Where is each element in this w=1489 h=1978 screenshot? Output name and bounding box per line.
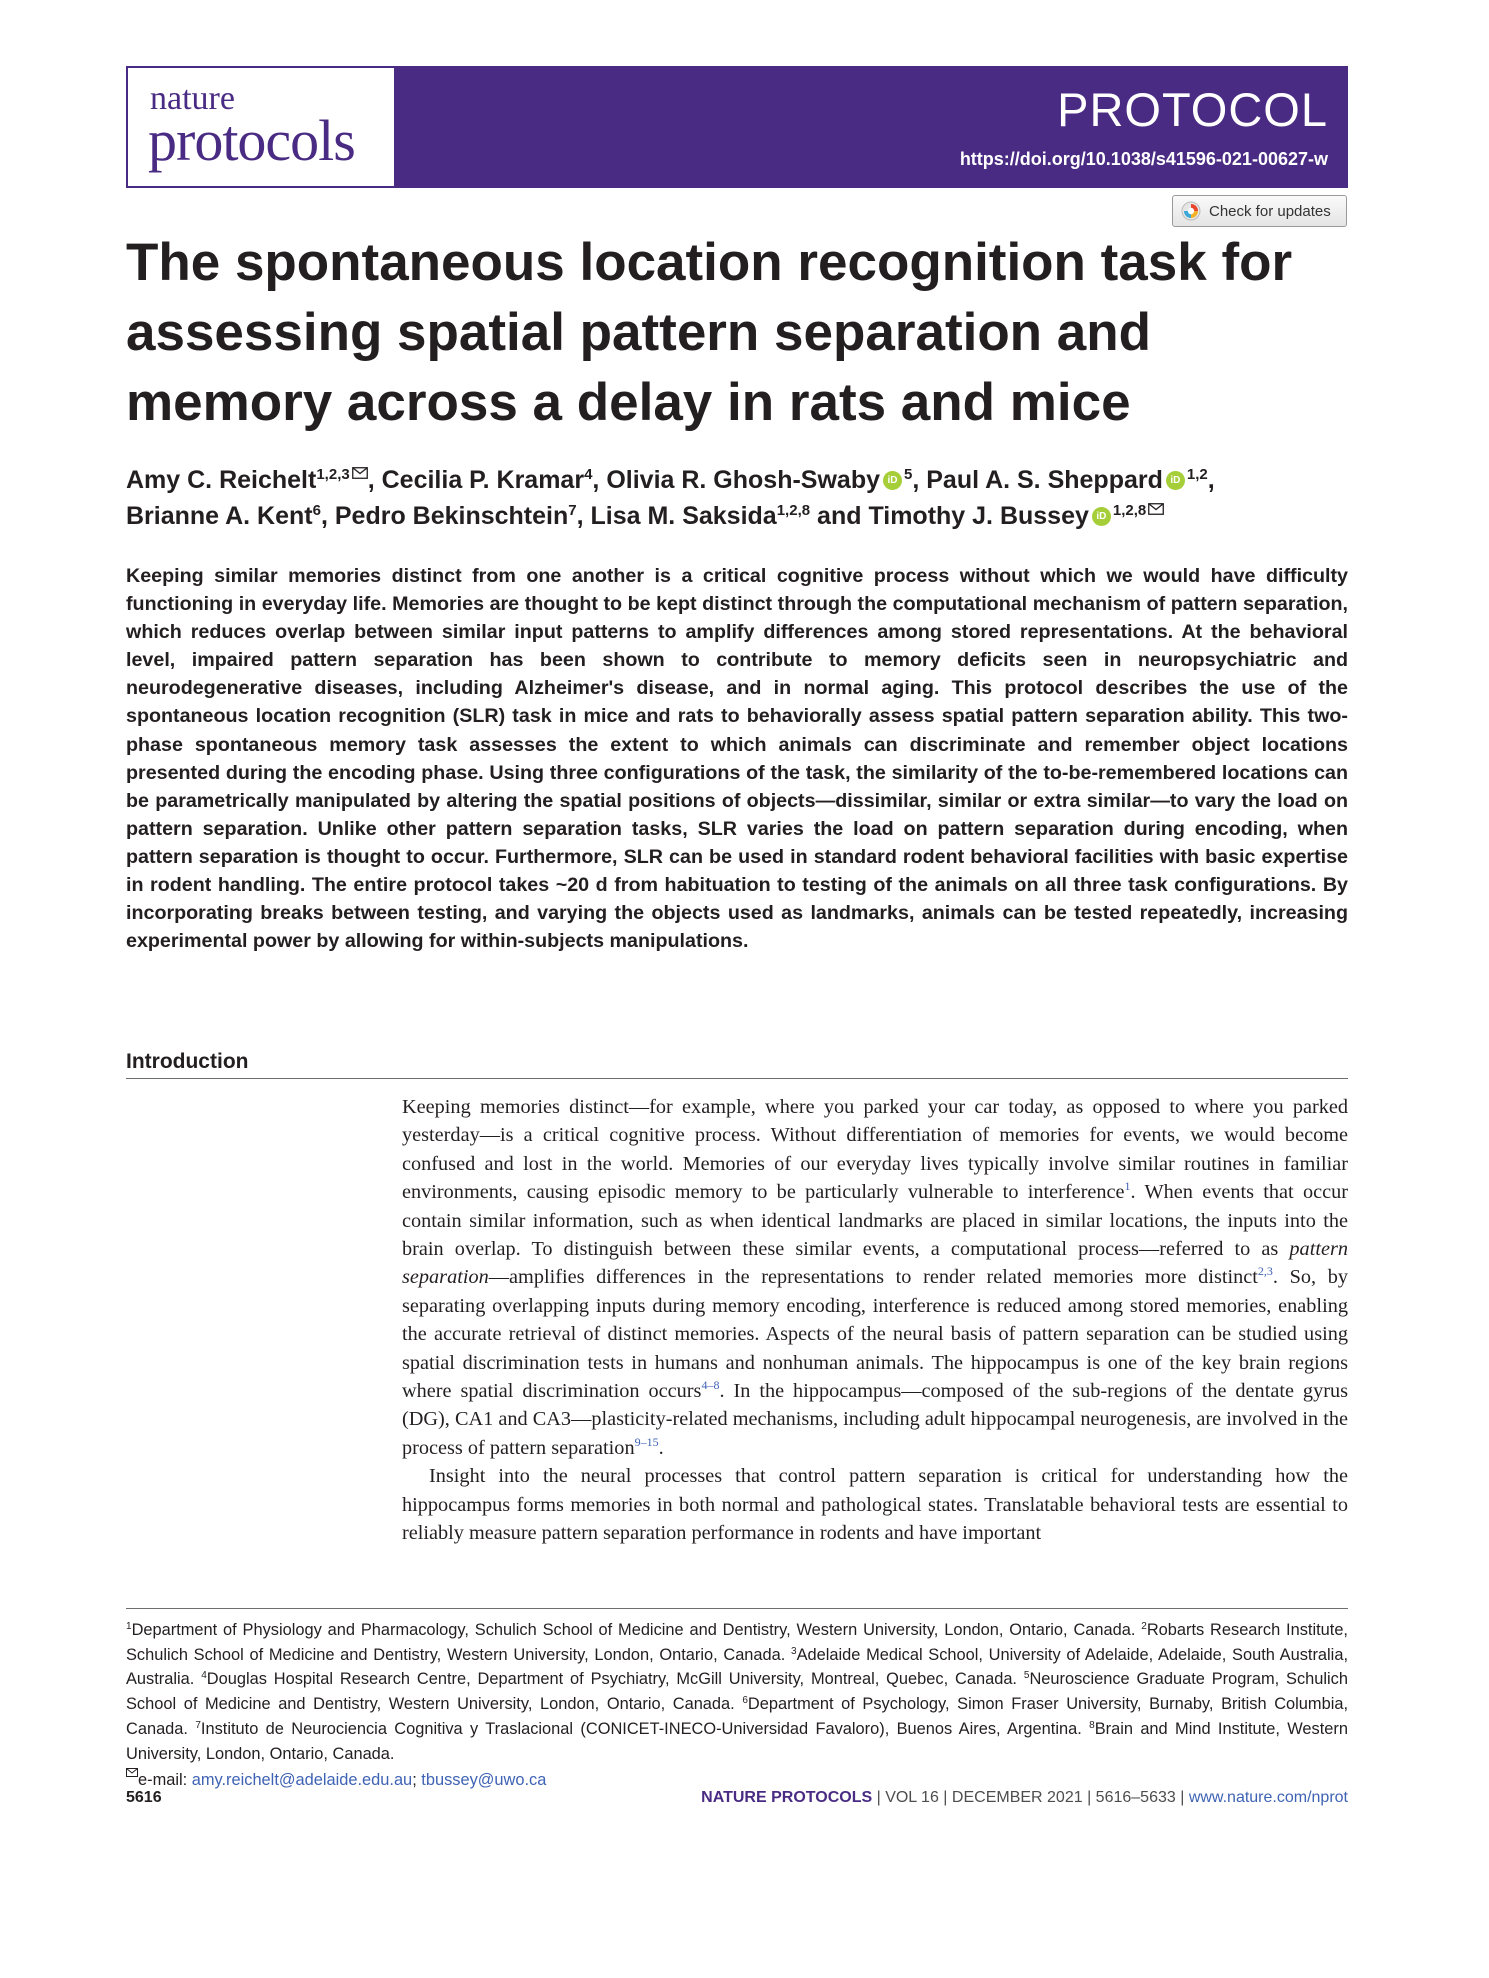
footer-divider: | [1082,1789,1096,1806]
affiliation-text: Department of Physiology and Pharmacology, Schulich School of Medicine and Dentistry, Western University, London, Ontario, Canada. [131,1621,1142,1639]
journal-logo[interactable] [128,68,396,186]
footer-divider: | [938,1789,952,1806]
intro-text: . When events that occur contain similar information, such as when identical landmarks are placed in similar locations, the inputs into the brain overlap. To distinguish between these similar events, a computational process—referred to as [402,1181,1348,1261]
abstract: Keeping similar memories distinct from one another is a critical cognitive process without which we would have difficulty functioning in everyday life. Memories are thought to be kept distinct through the computational mechanism of pattern separation, which reduces overlap between similar input patterns to amplify differences among stored representations. At the behavioral level, impaired pattern separation has been shown to contribute to memory deficits seen in neuropsychiatric and neurodegenerative diseases, including Alzheimer's disease, and in normal aging. This protocol describes the use of the spontaneous location recognition (SLR) task in mice and rats to behaviorally assess spatial pattern separation ability. This two-phase spontaneous memory task assesses the extent to which animals can discriminate and remember object locations presented during the encoding phase. Using three configurations of the task, the similarity of the to-be-remembered locations can be parametrically manipulated by altering the spatial positions of objects—dissimilar, similar or extra similar—to vary the load on pattern separation. Unlike other pattern separation tasks, SLR varies the load on pattern separation during encoding, when pattern separation is thought to occur. Furthermore, SLR can be used in standard rodent behavioral facilities with basic expertise in rodent handling. The entire protocol takes ~20 d from habituation to testing of the animals on all three task configurations. By incorporating breaks between testing, and varying the objects used as landmarks, animals can be tested repeatedly, increasing experimental power by allowing for within-subjects manipulations. [126,565,1348,953]
footer-citation [701,1789,1348,1807]
orcid-icon[interactable] [1092,507,1111,526]
footer-journal-url[interactable]: www.nature.com/nprot [1188,1789,1348,1806]
affiliation-text: Robarts Research Institute, Schulich School of Medicine and Dentistry, Western University, London, Ontario, Canada. [126,1621,1348,1664]
affiliation-number: 5 [1023,1670,1030,1682]
envelope-icon [126,1768,138,1777]
email-link-bussey[interactable]: tbussey@uwo.ca [421,1771,547,1789]
intro-text: . In the hippocampus—composed of the sub-regions of the dentate gyrus (DG), CA1 and CA3—plasticity-related mechanisms, including adult hippocampal neurogenesis, are involved in the process of pattern separation [402,1380,1348,1459]
article-type-label: PROTOCOL [1057,83,1328,136]
page-number: 5616 [126,1789,162,1806]
envelope-icon[interactable] [1148,503,1164,515]
author-separator: , [1207,466,1215,494]
footer-journal: NATURE PROTOCOLS [701,1789,873,1806]
affiliation-text: Adelaide Medical School, University of Adelaide, Adelaide, South Australia, Australia. [126,1645,1348,1689]
author-affiliation-numbers: 5 [904,466,913,483]
footnote-divider [126,1608,1348,1609]
author-separator: , [912,466,927,494]
author-separator: , [576,502,591,530]
email-separator: ; [412,1771,422,1789]
correspondence-email [126,1768,546,1792]
section-divider [126,1078,1348,1079]
author-separator: , [320,502,335,530]
check-for-updates-label: Check for updates [1209,202,1331,220]
doi-link[interactable]: https://doi.org/10.1038/s41596-021-00627-w [959,149,1328,169]
affiliation-number: 2 [1141,1621,1147,1632]
author-affiliation-numbers: 1,2,8 [1112,502,1147,519]
author-affiliation-numbers: 1,2,3 [316,466,350,483]
check-for-updates-button[interactable] [1172,195,1347,227]
logo-nature-text: nature [150,80,235,117]
article-title: The spontaneous location recognition task for assessing spatial pattern separation and memory across a delay in rats and mice [126,233,1293,432]
author-separator: , [367,466,382,494]
author-name[interactable]: Paul A. S. Sheppard [926,466,1163,494]
emphasis-term: pattern separation [402,1238,1348,1289]
affiliation-number: 3 [791,1645,797,1657]
journal-banner [126,66,1348,188]
introduction-body [402,1093,1348,1548]
footer-date: DECEMBER 2021 [951,1789,1083,1806]
introduction-paragraph-2: Insight into the neural processes that control pattern separation is critical for understanding how the hippocampus forms memories in both normal and pathological states. Translatable behavioral tests are essential to reliably measure pattern separation performance in rodents and have important [402,1465,1348,1545]
affiliation-number: 8 [1089,1719,1095,1731]
email-link-reichelt[interactable]: amy.reichelt@adelaide.edu.au [191,1771,413,1789]
footer-divider: | [1175,1789,1189,1806]
author-affiliation-numbers: 6 [312,502,321,519]
footer-divider: | [872,1789,886,1806]
author-affiliation-numbers: 1,2,8 [776,502,811,519]
envelope-icon[interactable] [352,467,368,479]
author-name[interactable]: Lisa M. Saksida [590,502,777,530]
author-name[interactable]: Pedro Bekinschtein [334,502,569,530]
affiliation-text: Neuroscience Graduate Program, Schulich School of Medicine and Dentistry, Western University, London, Ontario, Canada. [126,1670,1348,1714]
author-list [126,462,1366,534]
author-separator: and [810,502,869,530]
author-name[interactable]: Olivia R. Ghosh-Swaby [606,466,880,494]
section-heading-introduction: Introduction [126,1050,249,1073]
orcid-icon[interactable] [883,471,902,490]
affiliation-number: 1 [126,1621,132,1632]
affiliations [126,1618,1348,1766]
author-name[interactable]: Timothy J. Bussey [868,502,1089,530]
orcid-icon[interactable] [1166,471,1185,490]
intro-text: —amplifies differences in the representations to render related memories more distinct [488,1266,1258,1289]
intro-text: . [658,1436,664,1459]
intro-text: . So, by separating overlapping inputs during memory encoding, interference is reduced among stored memories, enabling the accurate retrieval of distinct memories. Aspects of the neural basis of pattern separation can be studied using spatial discrimination tests in humans and nonhuman animals. The hippocampus is one of the key brain regions where spatial discrimination occurs [402,1266,1348,1403]
affiliation-text: Brain and Mind Institute, Western University, London, Ontario, Canada. [126,1719,1348,1763]
citation-ref[interactable]: 1 [1124,1179,1131,1194]
footer-pages: 5616–5633 [1095,1789,1176,1806]
author-name[interactable]: Brianne A. Kent [126,502,313,530]
crossmark-icon [1181,201,1201,221]
author-affiliation-numbers: 1,2 [1186,466,1208,483]
affiliation-text: Instituto de Neurociencia Cognitiva y Traslacional (CONICET-INECO-Universidad Favaloro), Buenos Aires, Argentina. [200,1719,1090,1738]
author-separator: , [592,466,607,494]
email-label: e-mail: [138,1771,192,1789]
intro-text: Keeping memories distinct—for example, where you parked your car today, as opposed to where you parked yesterday—is a critical cognitive process. Without differentiation of memories for events, we would become confused and lost in the world. Memories of our everyday lives typically involve similar routines in familiar environments, causing episodic memory to be particularly vulnerable to interference [402,1096,1348,1204]
affiliation-number: 4 [201,1670,207,1682]
citation-ref[interactable]: 2,3 [1257,1264,1273,1279]
logo-protocols-text: protocols [148,108,355,173]
introduction-paragraph-1 [402,1093,1348,1462]
citation-ref[interactable]: 4–8 [701,1378,720,1393]
footer-volume: VOL 16 [885,1789,939,1806]
affiliation-text: Department of Psychology, Simon Fraser University, Burnaby, British Columbia, Canada. [126,1695,1349,1738]
author-name[interactable]: Cecilia P. Kramar [381,466,585,494]
author-affiliation-numbers: 4 [584,466,593,483]
affiliation-text: Douglas Hospital Research Centre, Department of Psychiatry, McGill University, Montreal, Quebec, Canada. [206,1670,1024,1689]
affiliation-number: 7 [195,1719,201,1731]
citation-ref[interactable]: 9–15 [634,1434,659,1449]
author-name[interactable]: Amy C. Reichelt [126,466,317,494]
author-affiliation-numbers: 7 [568,502,577,519]
affiliation-number: 6 [742,1695,748,1707]
